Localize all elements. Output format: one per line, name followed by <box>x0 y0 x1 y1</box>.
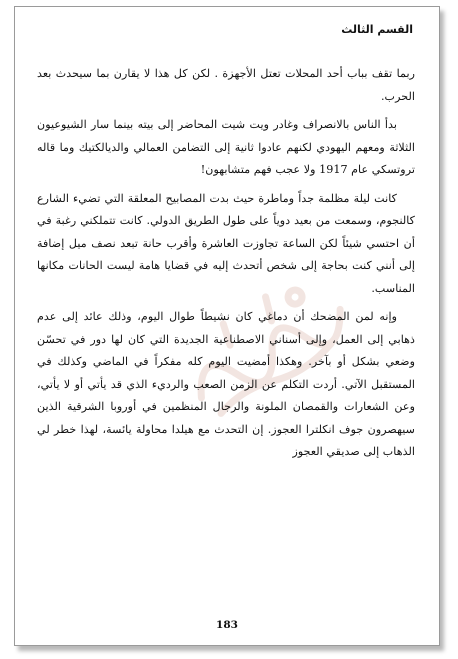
book-page <box>14 6 440 646</box>
paragraph-2: بدأ الناس بالانصراف وغادر ويت شيت المحاضر إلى بيته بينما سار الشيوعيون الثلاثة ومعهم اليهودي لكنهم عادوا ثانية إلى التضامن العمالي والديالكتيك وما قاله تروتسكي عام 1917 ولا عجب فهم متشابهون! <box>37 118 415 176</box>
running-head: القسم الثالث <box>341 23 413 36</box>
page-number: 183 <box>216 619 238 631</box>
paragraph-4: وإنه لمن المضحك أن دماغي كان نشيطاً طوال اليوم، وذلك عائد إلى عدم ذهابي إلى العمل، وإلى أسناني الاصطناعية الجديدة التي كان لها دور في تحسّن وضعي بشكل أو بآخر. وهكذا أمضيت اليوم كله مفكراً في الماضي وكذلك في المستقبل الآتي. أردت التكلم عن الزمن الصعب والرديء الذي قد يأتي أو لا يأتي، وعن الشعارات والقمصان الملونة والرجال المنظمين في أوروبا الشرقية الذين سيهصرون جوف انكلترا العجوز. إن التحدث مع هيلدا محاولة يائسة، لهذا خطر لي الذهاب إلى صديقي العجوز <box>37 310 415 458</box>
paragraph-1: ربما تقف بباب أحد المحلات تعتل الأجهزة . لكن كل هذا لا يقارن بما سيحدث بعد الحرب. <box>37 67 415 103</box>
body-text <box>37 63 415 470</box>
paragraph-3: كانت ليلة مظلمة جداً وماطرة حيث بدت المصابيح المعلقة التي تضيء الشارع كالنجوم، وسمعت من بعيد دوياً على طول الطريق الدولي. كانت تتملكني رغبة في أن احتسي شيئاً لكن الساعة تجاوزت العاشرة وأقرب حانة تبعد نصف ميل إضافة إلى أنني كنت بحاجة إلى شخص أتحدث إليه في قضايا هامة ليست الحانات مكانها المناسب. <box>37 191 415 295</box>
